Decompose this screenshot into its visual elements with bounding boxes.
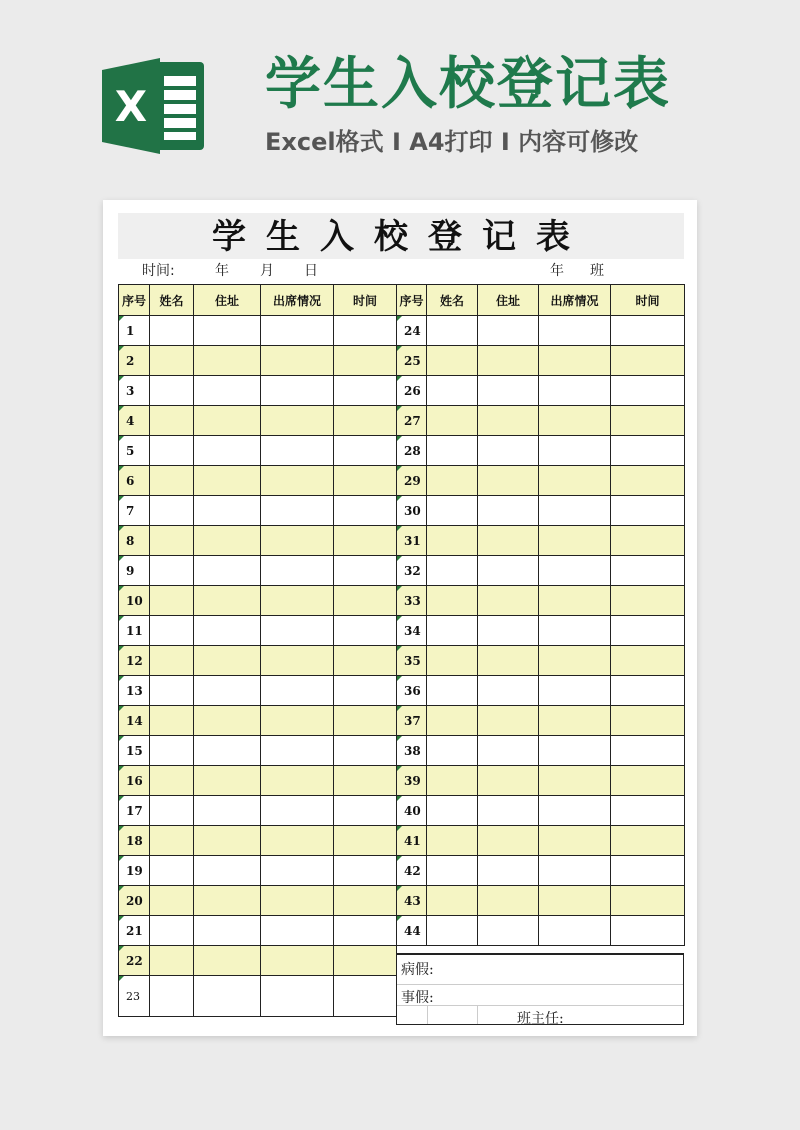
table-cell[interactable] [194,706,261,736]
table-cell[interactable] [478,406,539,436]
row-number: 21 [119,916,150,946]
table-cell[interactable] [334,886,397,916]
svg-text:X: X [114,82,148,131]
table-cell[interactable] [334,766,397,796]
row-number: 18 [119,826,150,856]
table-cell[interactable] [261,376,334,406]
sheet-title: 学生入校登记表 [118,213,684,259]
table-cell[interactable] [478,856,539,886]
table-cell[interactable] [478,436,539,466]
table-cell[interactable] [611,406,685,436]
table-cell[interactable] [539,856,611,886]
table-cell[interactable] [478,796,539,826]
table-cell[interactable] [611,526,685,556]
table-cell[interactable] [478,736,539,766]
table-cell[interactable] [539,646,611,676]
table-row [119,436,397,466]
table-cell[interactable] [150,526,194,556]
table-cell[interactable] [150,586,194,616]
table-cell[interactable] [334,946,397,976]
table-cell[interactable] [539,316,611,346]
table-cell[interactable] [150,466,194,496]
table-cell[interactable] [334,406,397,436]
table-cell[interactable] [427,346,478,376]
table-cell[interactable] [611,616,685,646]
personal-leave-label: 事假: [401,990,434,1006]
table-cell[interactable] [478,616,539,646]
table-cell[interactable] [611,736,685,766]
table-cell[interactable] [261,856,334,886]
year-label: 年 [215,263,229,279]
right-column-header-1: 姓名 [427,285,478,316]
table-cell[interactable] [427,916,478,946]
table-row [119,556,397,586]
row-number: 34 [397,616,427,646]
table-cell[interactable] [150,976,194,1017]
table-row [119,646,397,676]
table-cell[interactable] [334,736,397,766]
table-cell[interactable] [611,676,685,706]
row-number: 13 [119,676,150,706]
table-row [397,496,685,526]
table-cell[interactable] [334,496,397,526]
table-cell[interactable] [539,496,611,526]
excel-logo-icon [102,58,206,154]
table-cell[interactable] [150,436,194,466]
table-cell[interactable] [150,946,194,976]
head-teacher-label: 班主任: [517,1011,564,1027]
table-row [119,706,397,736]
register-table-right [396,284,685,946]
row-number: 3 [119,376,150,406]
page-subtitle: Excel格式 I A4打印 I 内容可修改 [265,128,639,156]
row-number: 33 [397,586,427,616]
table-cell[interactable] [261,886,334,916]
row-number: 11 [119,616,150,646]
table-cell[interactable] [150,376,194,406]
table-row [397,706,685,736]
table-cell[interactable] [478,496,539,526]
table-cell[interactable] [478,766,539,796]
table-cell[interactable] [539,706,611,736]
table-cell[interactable] [611,346,685,376]
table-row [119,316,397,346]
row-number: 8 [119,526,150,556]
row-number: 38 [397,736,427,766]
table-cell[interactable] [194,466,261,496]
table-cell[interactable] [611,916,685,946]
table-cell[interactable] [427,316,478,346]
table-cell[interactable] [194,766,261,796]
table-cell[interactable] [334,316,397,346]
table-row [397,826,685,856]
table-cell[interactable] [261,466,334,496]
table-cell[interactable] [427,676,478,706]
table-cell[interactable] [194,586,261,616]
table-cell[interactable] [611,766,685,796]
row-number: 28 [397,436,427,466]
row-number: 9 [119,556,150,586]
table-cell[interactable] [611,886,685,916]
left-column-header-0: 序号 [119,285,150,316]
table-cell[interactable] [539,616,611,646]
table-row [119,886,397,916]
table-cell[interactable] [194,556,261,586]
table-cell[interactable] [261,646,334,676]
table-cell[interactable] [427,436,478,466]
table-row [119,946,397,976]
table-cell[interactable] [261,496,334,526]
table-row [397,646,685,676]
table-cell[interactable] [334,826,397,856]
table-cell[interactable] [539,886,611,916]
table-cell[interactable] [194,436,261,466]
table-cell[interactable] [150,646,194,676]
page-title: 学生入校登记表 [265,52,671,117]
table-cell[interactable] [194,526,261,556]
table-cell[interactable] [194,916,261,946]
right-column-header-3: 出席情况 [539,285,611,316]
table-cell[interactable] [261,976,334,1017]
table-row [397,556,685,586]
table-cell[interactable] [611,826,685,856]
table-row [397,736,685,766]
table-cell[interactable] [539,466,611,496]
table-cell[interactable] [194,856,261,886]
right-column-header-0: 序号 [397,285,427,316]
row-number: 25 [397,346,427,376]
table-cell[interactable] [194,496,261,526]
table-cell[interactable] [427,616,478,646]
table-cell[interactable] [478,376,539,406]
table-cell[interactable] [261,706,334,736]
day-label: 日 [304,263,318,279]
row-number: 29 [397,466,427,496]
table-cell[interactable] [478,916,539,946]
table-row [397,526,685,556]
table-cell[interactable] [194,646,261,676]
table-cell[interactable] [334,466,397,496]
row-number: 41 [397,826,427,856]
table-row [397,616,685,646]
table-row [397,406,685,436]
table-cell[interactable] [150,346,194,376]
table-cell[interactable] [427,796,478,826]
table-cell[interactable] [194,346,261,376]
row-number: 10 [119,586,150,616]
table-cell[interactable] [194,826,261,856]
table-cell[interactable] [194,886,261,916]
table-row [397,466,685,496]
table-cell[interactable] [427,406,478,436]
row-number: 44 [397,916,427,946]
table-cell[interactable] [150,916,194,946]
row-number: 27 [397,406,427,436]
table-cell[interactable] [334,526,397,556]
table-cell[interactable] [261,616,334,646]
table-cell[interactable] [611,856,685,886]
table-cell[interactable] [194,676,261,706]
table-cell[interactable] [261,346,334,376]
table-cell[interactable] [427,826,478,856]
table-cell[interactable] [150,706,194,736]
table-cell[interactable] [478,676,539,706]
table-cell[interactable] [150,856,194,886]
table-row [119,766,397,796]
row-number: 22 [119,946,150,976]
row-number: 17 [119,796,150,826]
table-cell[interactable] [427,556,478,586]
table-cell[interactable] [334,346,397,376]
table-cell[interactable] [427,856,478,886]
table-cell[interactable] [334,376,397,406]
row-number: 32 [397,556,427,586]
row-number: 14 [119,706,150,736]
table-cell[interactable] [478,646,539,676]
table-cell[interactable] [539,526,611,556]
table-row [397,766,685,796]
table-cell[interactable] [194,796,261,826]
table-row [397,316,685,346]
row-number: 42 [397,856,427,886]
table-cell[interactable] [334,796,397,826]
table-cell[interactable] [611,496,685,526]
table-cell[interactable] [427,706,478,736]
table-cell[interactable] [261,436,334,466]
table-row [397,916,685,946]
table-cell[interactable] [334,436,397,466]
table-cell[interactable] [427,646,478,676]
table-cell[interactable] [150,556,194,586]
row-number: 43 [397,886,427,916]
table-row [119,466,397,496]
table-cell[interactable] [334,856,397,886]
table-cell[interactable] [150,826,194,856]
row-number: 4 [119,406,150,436]
table-cell[interactable] [334,676,397,706]
table-cell[interactable] [478,316,539,346]
table-cell[interactable] [539,736,611,766]
row-number: 40 [397,796,427,826]
table-cell[interactable] [478,526,539,556]
table-cell[interactable] [261,826,334,856]
right-column-header-4: 时间 [611,285,685,316]
row-number: 16 [119,766,150,796]
meta-row [118,259,684,283]
table-cell[interactable] [427,496,478,526]
table-cell[interactable] [261,916,334,946]
row-number: 2 [119,346,150,376]
table-row [119,376,397,406]
grade-label: 年 [550,263,564,279]
table-cell[interactable] [150,496,194,526]
table-cell[interactable] [539,916,611,946]
table-cell[interactable] [611,796,685,826]
table-cell[interactable] [611,376,685,406]
table-cell[interactable] [194,976,261,1017]
table-cell[interactable] [150,766,194,796]
table-cell[interactable] [539,766,611,796]
table-cell[interactable] [194,316,261,346]
table-cell[interactable] [261,796,334,826]
table-cell[interactable] [611,706,685,736]
table-cell[interactable] [478,586,539,616]
row-number: 37 [397,706,427,736]
table-cell[interactable] [478,886,539,916]
table-row [397,856,685,886]
table-cell[interactable] [261,586,334,616]
left-column-header-1: 姓名 [150,285,194,316]
table-cell[interactable] [261,946,334,976]
table-cell[interactable] [150,616,194,646]
row-number: 39 [397,766,427,796]
table-row [119,856,397,886]
row-number: 5 [119,436,150,466]
row-number: 24 [397,316,427,346]
sick-leave-label: 病假: [401,962,434,978]
table-row [119,736,397,766]
table-row [397,586,685,616]
class-label: 班 [590,263,604,279]
table-cell[interactable] [150,406,194,436]
table-cell[interactable] [478,706,539,736]
table-cell[interactable] [334,616,397,646]
table-cell[interactable] [150,886,194,916]
register-table-left [118,284,397,1017]
table-cell[interactable] [427,886,478,916]
row-number: 7 [119,496,150,526]
table-cell[interactable] [611,586,685,616]
table-cell[interactable] [194,736,261,766]
table-row [119,496,397,526]
table-cell[interactable] [427,736,478,766]
table-row [397,886,685,916]
table-cell[interactable] [334,976,397,1017]
table-row [119,526,397,556]
table-row [397,346,685,376]
table-cell[interactable] [261,736,334,766]
left-column-header-3: 出席情况 [261,285,334,316]
table-cell[interactable] [261,766,334,796]
table-cell[interactable] [261,676,334,706]
table-cell[interactable] [478,346,539,376]
table-cell[interactable] [539,346,611,376]
table-cell[interactable] [611,556,685,586]
table-cell[interactable] [194,376,261,406]
table-cell[interactable] [334,916,397,946]
table-cell[interactable] [539,796,611,826]
table-cell[interactable] [478,556,539,586]
table-cell[interactable] [334,556,397,586]
table-cell[interactable] [261,556,334,586]
table-cell[interactable] [194,946,261,976]
row-number: 30 [397,496,427,526]
table-cell[interactable] [261,526,334,556]
row-number: 20 [119,886,150,916]
table-row [119,586,397,616]
table-row [119,346,397,376]
table-cell[interactable] [427,466,478,496]
table-row [397,796,685,826]
table-cell[interactable] [427,766,478,796]
table-cell[interactable] [150,736,194,766]
left-column-header-2: 住址 [194,285,261,316]
table-cell[interactable] [539,586,611,616]
table-cell[interactable] [194,616,261,646]
table-row [119,406,397,436]
table-cell[interactable] [334,706,397,736]
table-cell[interactable] [611,466,685,496]
table-cell[interactable] [194,406,261,436]
row-number: 26 [397,376,427,406]
month-label: 月 [260,263,274,279]
table-cell[interactable] [539,436,611,466]
row-number: 31 [397,526,427,556]
table-row [119,976,397,1017]
row-number: 19 [119,856,150,886]
row-number: 15 [119,736,150,766]
table-cell[interactable] [427,376,478,406]
row-number: 12 [119,646,150,676]
table-cell[interactable] [611,316,685,346]
table-row [119,916,397,946]
row-number: 36 [397,676,427,706]
row-number: 23 [119,976,150,1017]
table-cell[interactable] [261,316,334,346]
table-cell[interactable] [150,796,194,826]
leave-notes [396,953,684,1025]
table-cell[interactable] [539,406,611,436]
table-cell[interactable] [611,436,685,466]
row-number: 6 [119,466,150,496]
time-label: 时间: [142,263,175,279]
table-cell[interactable] [539,676,611,706]
row-number: 35 [397,646,427,676]
table-row [119,796,397,826]
table-cell[interactable] [334,586,397,616]
table-cell[interactable] [539,556,611,586]
row-number: 1 [119,316,150,346]
left-column-header-4: 时间 [334,285,397,316]
table-row [397,376,685,406]
table-cell[interactable] [427,586,478,616]
table-cell[interactable] [150,676,194,706]
table-cell[interactable] [427,526,478,556]
table-cell[interactable] [478,466,539,496]
table-cell[interactable] [150,316,194,346]
table-row [397,676,685,706]
table-row [397,436,685,466]
table-cell[interactable] [478,826,539,856]
table-row [119,676,397,706]
table-cell[interactable] [611,646,685,676]
table-row [119,826,397,856]
table-cell[interactable] [261,406,334,436]
table-cell[interactable] [539,826,611,856]
table-row [119,616,397,646]
table-cell[interactable] [539,376,611,406]
table-cell[interactable] [334,646,397,676]
right-column-header-2: 住址 [478,285,539,316]
